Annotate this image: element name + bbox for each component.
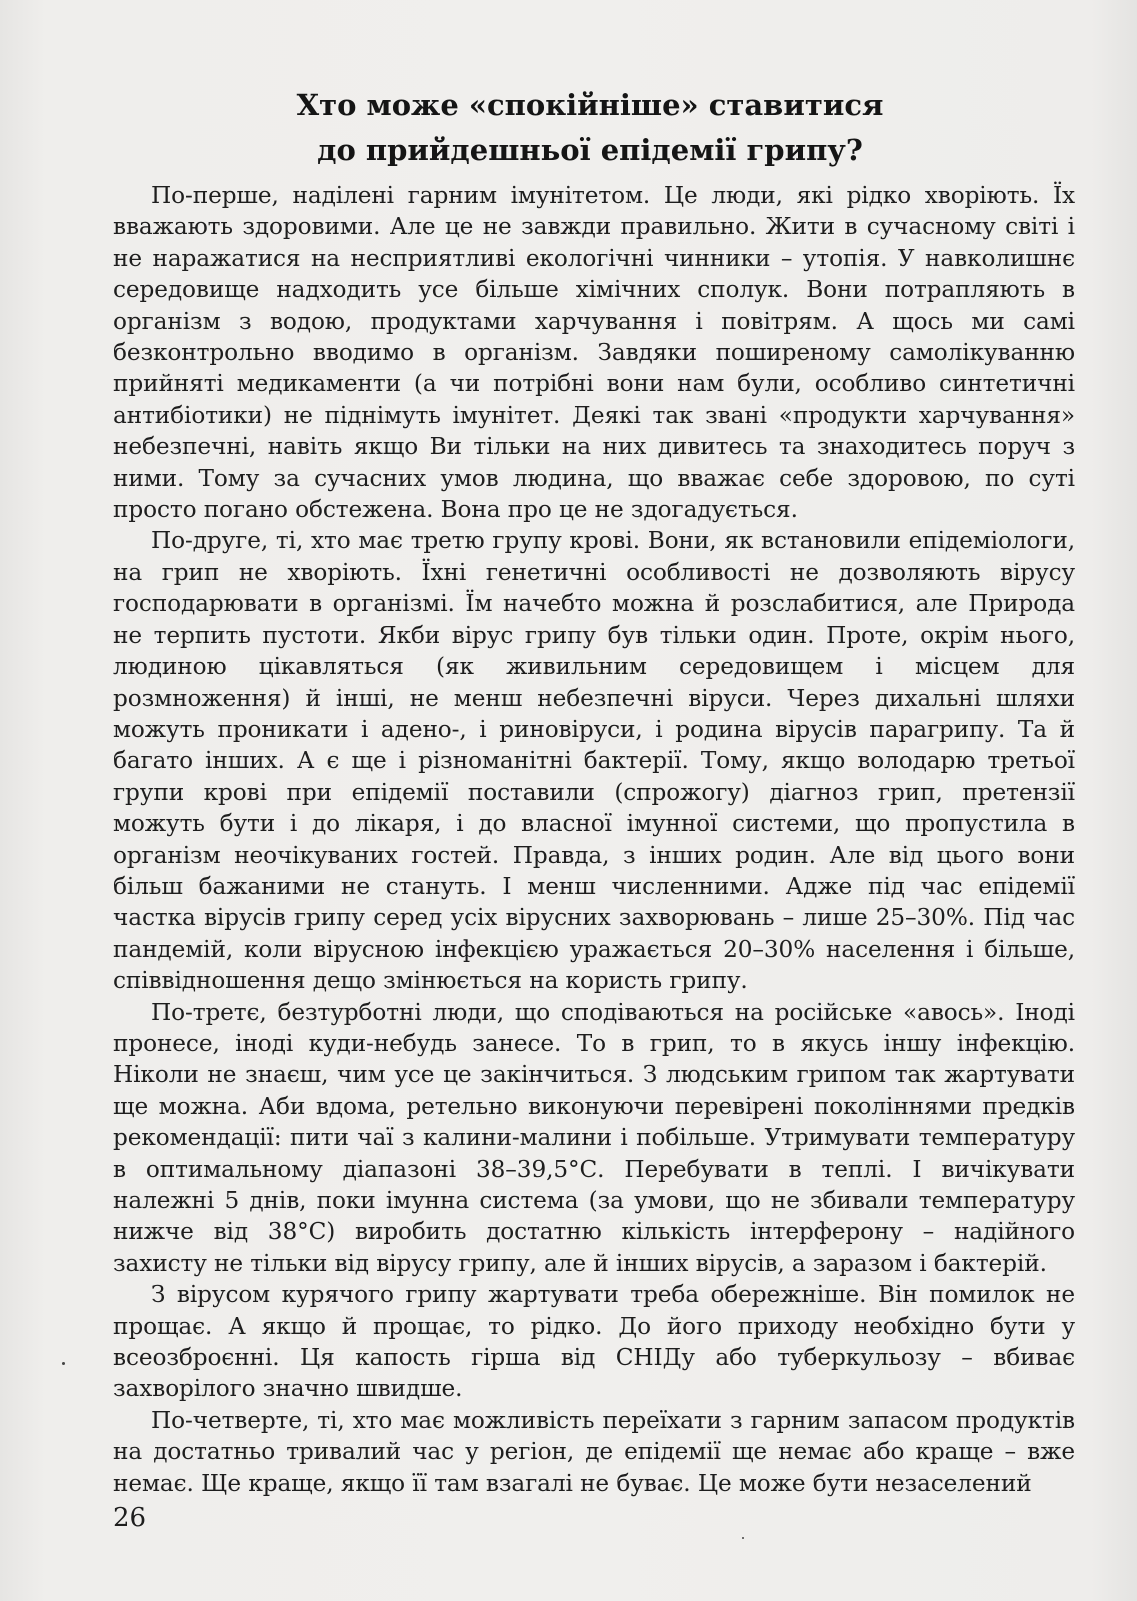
paragraph-5: По-четверте, ті, хто має можливість переїхати з гарним запасом продуктів на достатньо тривалий час у регіон, де епідемії ще немає або краще – вже немає. Ще краще, якщо її там взагалі не буває. Це може бути незаселений [113, 1406, 1075, 1497]
chapter-title-line-1: Хто може «спокійніше» ставитися [296, 88, 884, 122]
paragraph-1: По-перше, наділені гарним імунітетом. Це люди, які рідко хворіють. Їх вважають здоровими. Але це не завжди правильно. Жити в сучасному світі і не наражатися на несприятливі екологічні чинники – утопія. У навколишнє середовище надходить усе більше хімічних сполук. Вони потрапляють в організм з водою, продуктами харчування і повітрям. А щось ми самі безконтрольно вводимо в організм. Завдяки поширеному самолікуванню прийняті медикаменти (а чи потрібні вони нам були, особливо синтетичні антибіотики) не піднімуть імунітет. Деякі так звані «продукти харчування» небезпечні, навіть якщо Ви тільки на них дивитесь та знаходитесь поруч з ними. Тому за сучасних умов людина, що вважає себе здоровою, по суті просто погано обстежена. Вона про це не здогадується. [113, 182, 1075, 524]
paragraph-2: По-друге, ті, хто має третю групу крові. Вони, як встановили епідеміологи, на грип не хворіють. Їхні генетичні особливості не дозволяють вірусу господарювати в організмі. Їм начебто можна й розслабитися, але Природа не терпить пустоти. Якби вірус грипу був тільки один. Проте, окрім нього, людиною цікавляться (як живильним середовищем і місцем для розмноження) й інші, не менш небезпечні віруси. Через дихальні шляхи можуть проникати і адено-, і риновіруси, і родина вірусів парагрипу. Та й багато інших. А є ще і різноманітні бактерії. Тому, якщо володарю третьої групи крові при епідемії поставили (спрожогу) діагноз грип, претензії можуть бути і до лікаря, і до власної імунної системи, що пропустила в організм неочікуваних гостей. Правда, з інших родин. Але від цього вони більш бажаними не стануть. І менш численними. Адже під час епідемії частка вірусів грипу серед усіх вірусних захворювань – лише 25–30%. Під час пандемій, коли вірусною інфекцією уражається 20–30% населення і більше, співвідношення дещо змінюється на користь грипу. [113, 527, 1075, 995]
paragraph-3: По-третє, безтурботні люди, що сподіваються на російське «авось». Іноді пронесе, іноді куди-небудь занесе. То в грип, то в якусь іншу інфекцію. Ніколи не знаєш, чим усе це закінчиться. З людським грипом так жартувати ще можна. Аби вдома, ретельно виконуючи перевірені поколіннями предків рекомендації: пити чаї з калини-малини і побільше. Утримувати температуру в оптимальному діапазоні 38–39,5°С. Перебувати в теплі. І вичікувати належні 5 днів, поки імунна система (за умови, що не збивали температуру нижче від 38°С) виробить достатню кількість інтерферону – надійного захисту не тільки від вірусу грипу, але й інших вірусів, а заразом і бактерій. [113, 998, 1075, 1277]
body-text [113, 180, 1075, 1499]
scan-speck [742, 1537, 744, 1539]
paragraph-4: З вірусом курячого грипу жартувати треба обережніше. Він помилок не прощає. А якщо й прощає, то рідко. До його приходу необхідно бути у всеозброєнні. Ця капость гірша від СНІДу або туберкульозу – вбиває захворілого значно швидше. [113, 1281, 1075, 1403]
scan-speck [62, 1362, 65, 1365]
chapter-title-line-2: до прийдешньої епідемії грипу? [317, 133, 863, 167]
page-number: 26 [113, 1503, 147, 1533]
